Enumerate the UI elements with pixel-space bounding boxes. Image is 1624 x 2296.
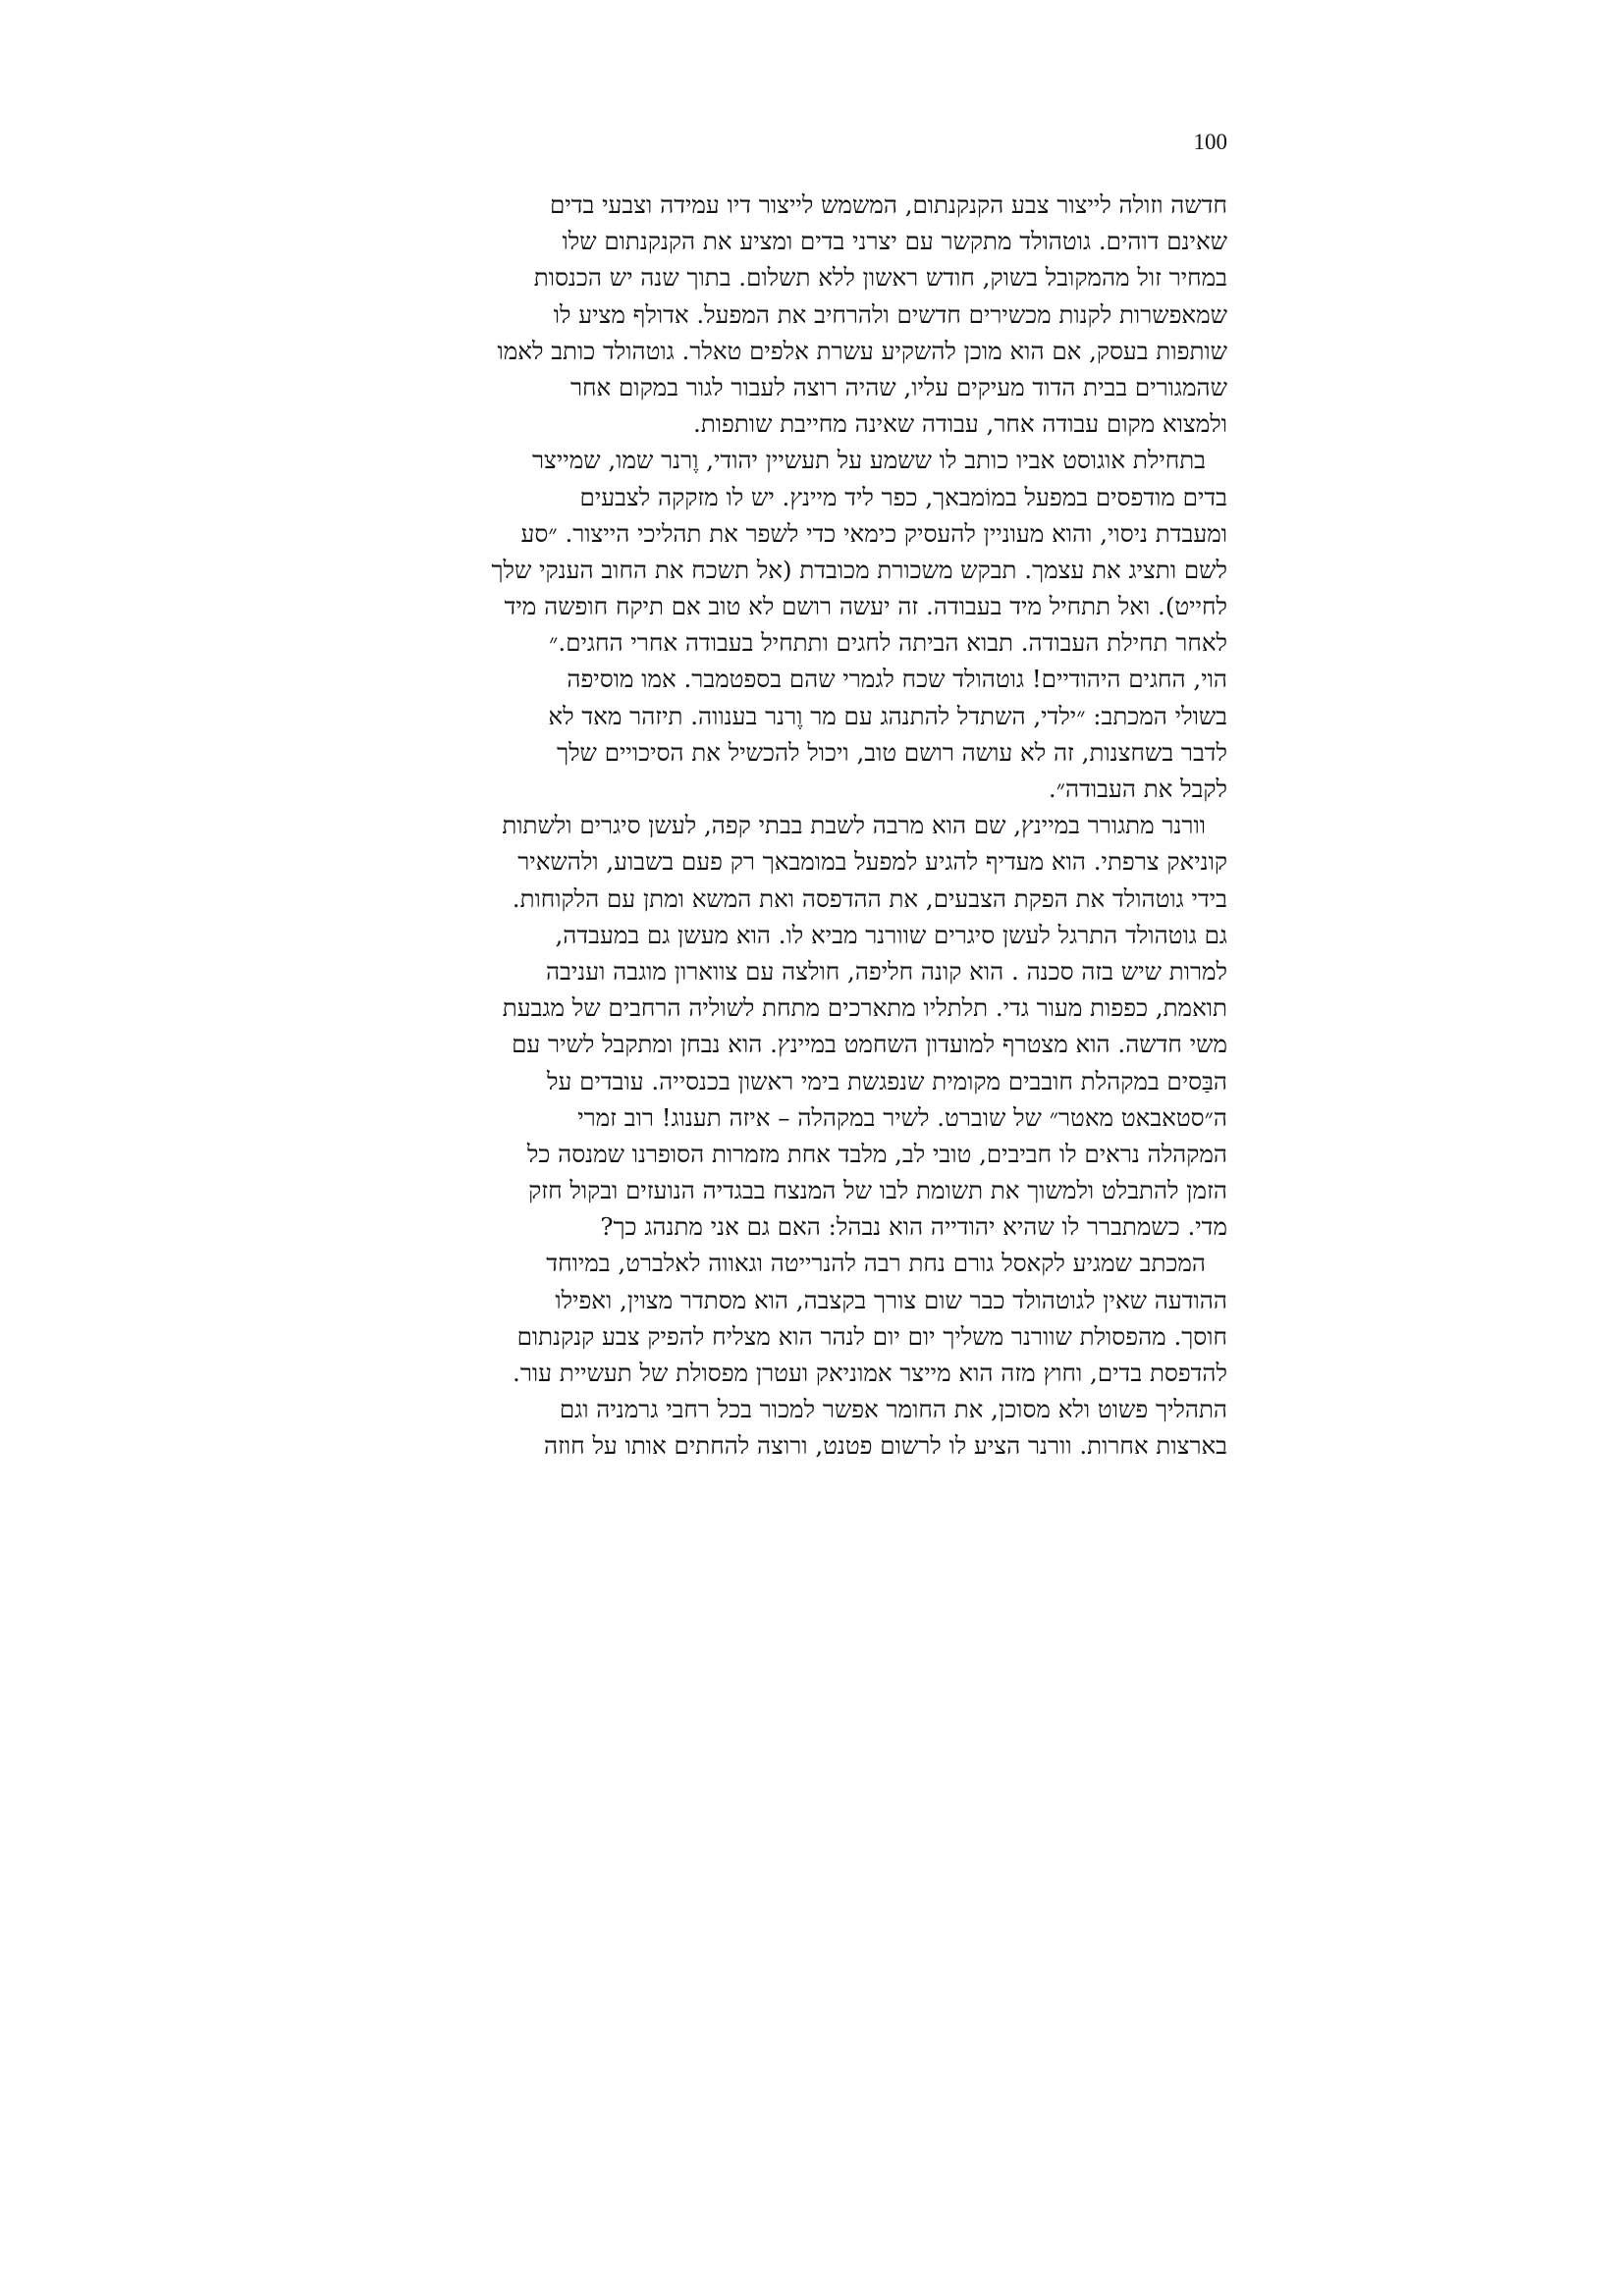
page-number: 100 xyxy=(1193,130,1227,154)
text-line: המכתב שמגיע לקאסל גורם נחת רבה להנרייטה וגאווה לאלברט, במיוחד xyxy=(546,1249,1206,1278)
text-line: להדפסת בדים, וחוץ מזה הוא מייצר אמוניאק ועטרן מפסולת של תעשיית עור. xyxy=(513,1359,1227,1387)
text-line: שהמגורים בבית הדוד מעיקים עליו, שהיה רוצה לעבור לגור במקום אחר xyxy=(569,372,1227,401)
text-line: המקהלה נראים לו חביבים, טובי לב, מלבד אחת מזמרות הסופרנו שמנסה כל xyxy=(526,1139,1227,1168)
text-line: ומעבדת ניסוי, והוא מעוניין להעסיק כימאי כדי לשפר את תהליכי הייצור. ״סע xyxy=(520,518,1227,548)
text-line: ההודעה שאין לגוטהולד כבר שום צורך בקצבה, הוא מסתדר מצוין, ואפילו xyxy=(555,1285,1227,1314)
body-text xyxy=(397,187,1227,1465)
paragraph xyxy=(397,187,1227,442)
paragraph xyxy=(397,661,1227,807)
text-line: בארצות אחרות. וורנר הציע לו לרשום פטנט, ורוצה להחתים אותו על חוזה xyxy=(543,1431,1227,1461)
text-line: בשולי המכתב: ״ילדי, השתדל להתנהג עם מר וֶרנר בענווה. תיזהר מאד לא xyxy=(548,701,1227,730)
text-line: הבַּסים במקהלת חובבים מקומית שנפגשת בימי ראשון בכנסייה. עובדים על xyxy=(547,1066,1227,1095)
text-line: לחייט). ואל תתחיל מיד בעבודה. זה יעשה רושם לא טוב אם תיקח חופשה מיד xyxy=(504,592,1227,621)
text-line: בתחילת אוגוסט אביו כותב לו ששמע על תעשיין יהודי, וֶרנר שמו, שמייצר xyxy=(532,446,1206,475)
text-line: שאינם דוהים. גוטהולד מתקשר עם יצרני בדים ומציע את הקנקנתום שלו xyxy=(562,227,1227,256)
text-line: לקבל את העבודה״. xyxy=(1048,774,1227,803)
text-line: לדבר בשחצנות, זה לא עושה רושם טוב, ויכול להכשיל את הסיכויים שלך xyxy=(557,737,1227,767)
text-line: גם גוטהולד התרגל לעשן סיגרים שוורנר מביא לו. הוא מעשן גם במעבדה, xyxy=(555,920,1227,949)
paragraph xyxy=(397,807,1227,1245)
text-line: הוי, החגים היהודיים! גוטהולד שכח לגמרי שהם בספטמבר. אמו מוסיפה xyxy=(567,665,1227,694)
text-line: תואמת, כפפות מעור גדי. תלתליו מתארכים מתחת לשוליה הרחבים של מגבעת xyxy=(502,993,1227,1023)
text-line: למרות שיש בזה סכנה . הוא קונה חליפה, חולצה עם צווארון מוגבה ועניבה xyxy=(545,956,1227,986)
text-line: במחיר זול מהמקובל בשוק, חודש ראשון ללא תשלום. בתוך שנה יש הכנסות xyxy=(533,263,1227,293)
text-line: משי חדשה. הוא מצטרף למועדון השחמט במיינץ. הוא נבחן ומתקבל לשיר עם xyxy=(512,1030,1227,1059)
text-line: לאחר תחילת העבודה. תבוא הביתה לחגים ותתחיל בעבודה אחרי החגים.״ xyxy=(549,628,1227,658)
text-line: שמאפשרות לקנות מכשירים חדשים ולהרחיב את המפעל. אדולף מציע לו xyxy=(553,299,1227,329)
text-line: קוניאק צרפתי. הוא מעדיף להגיע למפעל במומבאך רק פעם בשבוע, ולהשאיר xyxy=(517,847,1227,877)
paragraph xyxy=(397,1245,1227,1464)
text-line: חדשה וזולה לייצור צבע הקנקנתום, המשמש לייצור דיו עמידה וצבעי בדים xyxy=(550,190,1227,219)
text-line: מדי. כשמתברר לו שהיא יהודייה הוא נבהל: האם גם אני מתנהג כך? xyxy=(600,1212,1227,1242)
text-line: ה״סטאבאט מאטר״ של שוברט. לשיר במקהלה – איזה תענוג! רוב זמרי xyxy=(577,1102,1227,1132)
text-line: התהליך פשוט ולא מסוכן, את החומר אפשר למכור בכל רחבי גרמניה וגם xyxy=(559,1395,1227,1424)
text-line: בידי גוטהולד את הפקת הצבעים, את ההדפסה ואת המשא ומתן עם הלקוחות. xyxy=(512,883,1227,913)
text-line: חוסך. מהפסולת שוורנר משליך יום יום לנהר הוא מצליח להפיק צבע קנקנתום xyxy=(516,1321,1227,1351)
text-line: הזמן להתבלט ולמשוך את תשומת לבו של המנצח בבגדיה הנועזים ובקול חזק xyxy=(528,1176,1227,1205)
text-line: בדים מודפסים במפעל במוֹמבאך, כפר ליד מיינץ. יש לו מזקקה לצבעים xyxy=(579,482,1227,511)
text-line: ולמצוא מקום עבודה אחר, עבודה שאינה מחייבת שותפות. xyxy=(693,409,1227,439)
text-line: וורנר מתגורר במיינץ, שם הוא מרבה לשבת בבתי קפה, לעשן סיגרים ולשתות xyxy=(502,811,1206,840)
text-line: לשם ותציג את עצמך. תבקש משכורת מכובדת (אל תשכח את החוב הענקי שלך xyxy=(491,555,1227,584)
text-line: שותפות בעסק, אם הוא מוכן להשקיע עשרת אלפים טאלר. גוטהולד כותב לאמו xyxy=(497,336,1227,365)
paragraph xyxy=(397,442,1227,661)
